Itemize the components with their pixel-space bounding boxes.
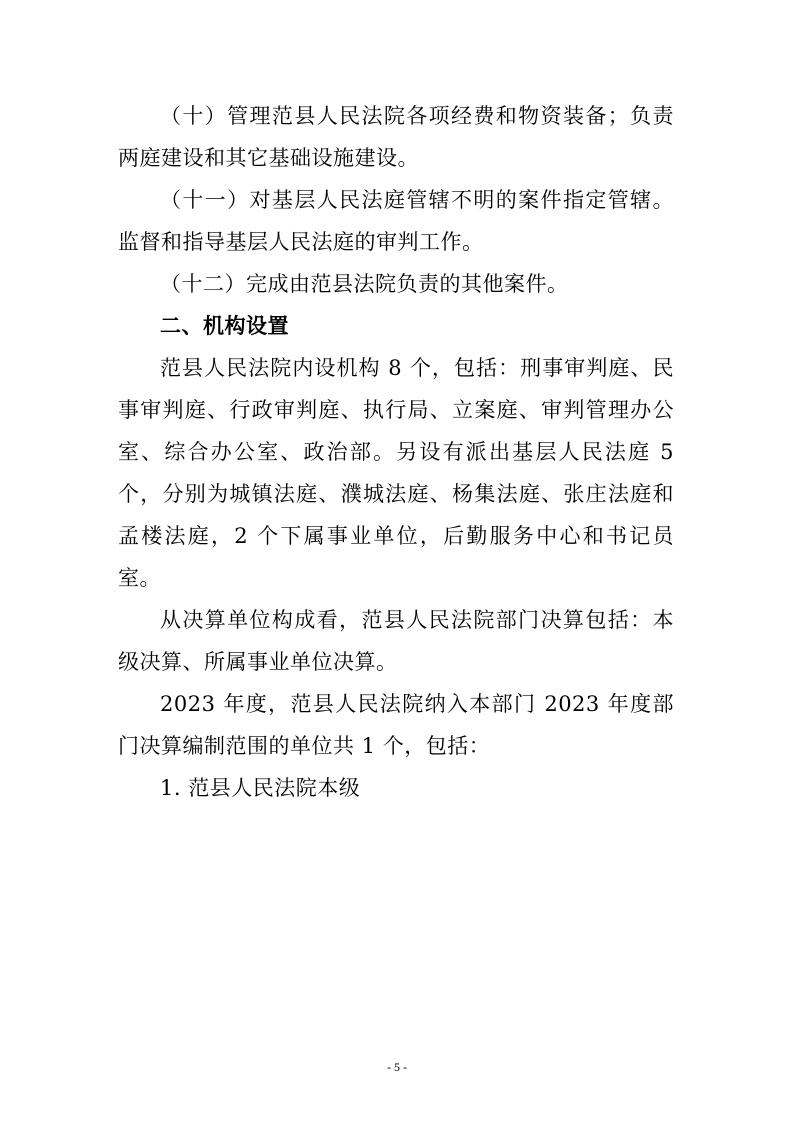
- duty-item-11: （十一）对基层人民法庭管辖不明的案件指定管辖。监督和指导基层人民法庭的审判工作。: [118, 188, 674, 254]
- budget-scope-paragraph: 2023 年度，范县人民法院纳入本部门 2023 年度部门决算编制范围的单位共 1 个，包括：: [118, 692, 674, 758]
- budget-composition-paragraph: 从决算单位构成看，范县人民法院部门决算包括：本级决算、所属事业单位决算。: [118, 608, 674, 674]
- unit-list-item: 1. 范县人民法院本级: [160, 776, 361, 800]
- org-structure-paragraph: 范县人民法院内设机构 8 个，包括：刑事审判庭、民事审判庭、行政审判庭、执行局、立案庭、审判管理办公室、综合办公室、政治部。另设有派出基层人民法庭 5 个，分别为城镇法庭、濮城法庭、杨集法庭、张庄法庭和孟楼法庭，2 个下属事业单位，后勤服务中心和书记员室。: [118, 356, 674, 590]
- section-heading: 二、机构设置: [160, 314, 289, 338]
- duty-item-10: （十）管理范县人民法院各项经费和物资装备；负责两庭建设和其它基础设施建设。: [118, 104, 674, 170]
- document-body: [118, 95, 674, 809]
- duty-item-12: （十二）完成由范县法院负责的其他案件。: [160, 272, 569, 296]
- page-number: - 5 -: [387, 1060, 407, 1074]
